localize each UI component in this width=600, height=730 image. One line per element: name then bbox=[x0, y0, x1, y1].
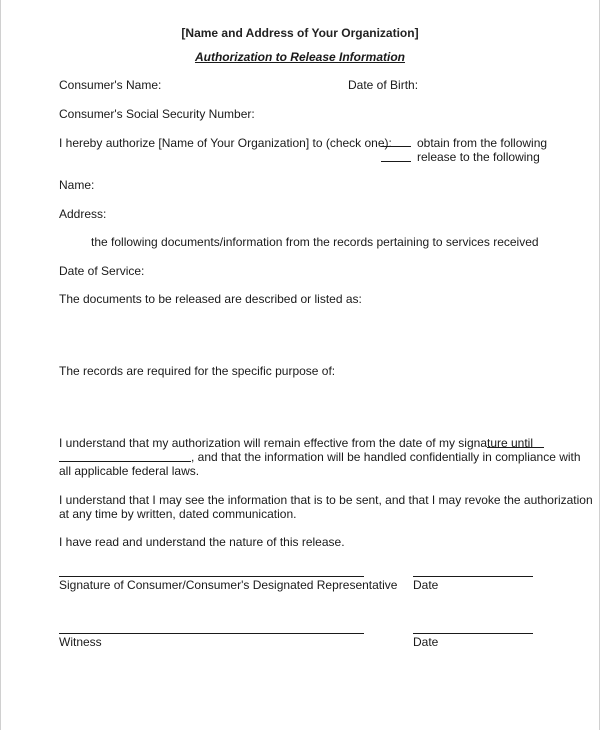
purpose-label: The records are required for the specific purpose of: bbox=[59, 364, 336, 378]
consumer-signature-label: Signature of Consumer/Consumer's Designated Representative bbox=[59, 578, 398, 592]
ssn-label: Consumer's Social Security Number: bbox=[59, 107, 255, 121]
obtain-checkbox-blank[interactable] bbox=[381, 146, 411, 147]
revoke-paragraph-line2: at any time by written, dated communication. bbox=[59, 507, 297, 521]
effective-until-date-blank[interactable] bbox=[487, 447, 544, 448]
org-header-clipped bbox=[0, 0, 600, 40]
witness-label: Witness bbox=[59, 635, 102, 649]
authorize-statement: I hereby authorize [Name of Your Organization] to (check one): bbox=[59, 136, 392, 150]
org-name-address: [Name and Address of Your Organization] bbox=[181, 26, 419, 40]
effective-continuation-blank[interactable] bbox=[59, 461, 191, 462]
revoke-paragraph-line1: I understand that I may see the information that is to be sent, and that I may revoke the authorization bbox=[59, 493, 593, 507]
release-checkbox-blank[interactable] bbox=[381, 161, 411, 162]
date-line-1[interactable] bbox=[413, 576, 533, 577]
date-line-2[interactable] bbox=[413, 633, 533, 634]
effective-paragraph-line3: all applicable federal laws. bbox=[59, 464, 200, 478]
option-release-label: release to the following bbox=[417, 150, 540, 164]
consumer-name-label: Consumer's Name: bbox=[59, 78, 162, 92]
effective-paragraph-line1: I understand that my authorization will remain effective from the date of my signature until bbox=[59, 436, 534, 450]
documents-released-label: The documents to be released are described or listed as: bbox=[59, 292, 362, 306]
consumer-signature-line[interactable] bbox=[59, 576, 364, 577]
date-label-2: Date bbox=[413, 635, 439, 649]
effective-paragraph-line2: , and that the information will be handled confidentially in compliance with bbox=[191, 450, 581, 464]
documents-info-statement: the following documents/information from the records pertaining to services received bbox=[91, 235, 539, 249]
name-label: Name: bbox=[59, 178, 95, 192]
read-understand-statement: I have read and understand the nature of this release. bbox=[59, 535, 345, 549]
date-label-1: Date bbox=[413, 578, 439, 592]
witness-signature-line[interactable] bbox=[59, 633, 364, 634]
date-of-birth-label: Date of Birth: bbox=[348, 78, 419, 92]
date-of-service-label: Date of Service: bbox=[59, 264, 145, 278]
option-obtain-label: obtain from the following bbox=[417, 136, 548, 150]
document-title: Authorization to Release Information bbox=[194, 50, 405, 64]
address-label: Address: bbox=[59, 207, 107, 221]
